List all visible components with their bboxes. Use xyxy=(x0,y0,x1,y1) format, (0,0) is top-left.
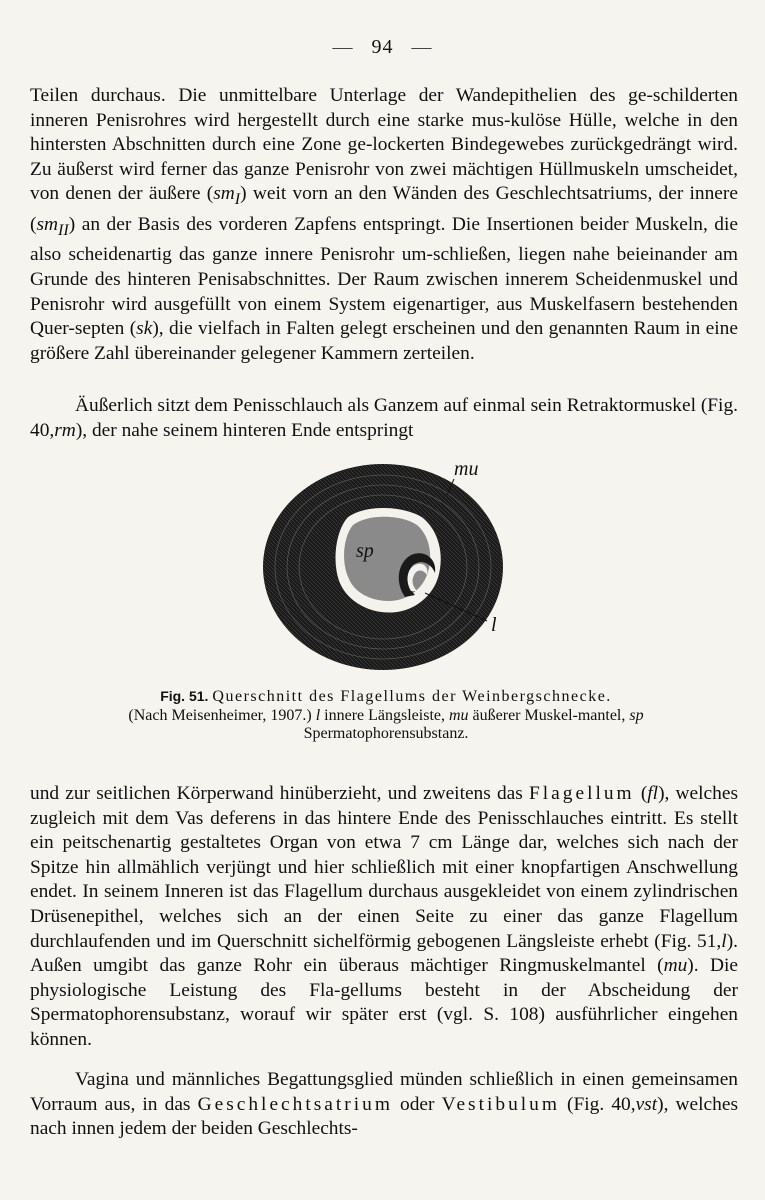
term-geschlechtsatrium: Geschlechtsatrium xyxy=(197,1093,393,1115)
figure-label-sp: sp xyxy=(356,540,374,562)
label-l: l xyxy=(721,930,727,952)
paragraph-4 xyxy=(30,1068,738,1142)
text-run: ), die vielfach in Falten gelegt erscheinen und den genannten Raum in eine größere Zahl übereinander gelegener Kammern zerteilen. xyxy=(30,318,738,364)
text-run: ( xyxy=(634,783,648,804)
term-flagellum: Flagellum xyxy=(529,783,635,804)
paragraph-2 xyxy=(30,394,738,443)
text-run: Vagina und männliches Begattungsglied münden schließlich in einen gemeinsamen Vorraum aus, in das xyxy=(30,1069,738,1115)
label-fl: fl xyxy=(647,783,659,804)
text-run: Teilen durchaus. Die unmittelbare Unterlage der Wandepithelien des ge-schilderten inneren Penisrohres wird hergestellt durch eine starke mus-kulöse Hülle, welche in den hintersten Abschnitten durch eine Zone ge-lockerten Bindegewebes zurückgedrängt wird. Zu äußerst wird ferner das ganze Penisrohr von zwei mächtigen Hüllmuskeln umscheidet, von denen der äußere ( xyxy=(30,85,738,205)
caption-text-l: innere Längsleiste, xyxy=(324,706,445,724)
caption-key-l: l xyxy=(315,706,321,724)
figure-label-mu: mu xyxy=(454,458,479,480)
caption-source: (Nach Meisenheimer, 1907.) xyxy=(128,706,312,724)
text-run: Äußerlich sitzt dem Penisschlauch als Ganzem auf einmal sein Retraktormuskel (Fig. 40, xyxy=(30,395,738,441)
caption-key-sp: sp xyxy=(629,706,644,724)
text-run: oder xyxy=(392,1093,442,1115)
caption-text-mu: äußerer Muskel-mantel, xyxy=(472,706,626,724)
figure-drawing xyxy=(255,455,515,685)
label-vst: vst xyxy=(635,1093,658,1115)
figure-flagellum-cross-section xyxy=(255,455,515,685)
figure-label-l: l xyxy=(491,614,497,636)
page-number-value: 94 xyxy=(371,36,394,58)
label-sk: sk xyxy=(136,318,153,340)
term-vestibulum: Vestibulum xyxy=(441,1093,560,1115)
text-run: ). Außen umgibt das ganze Rohr ein überaus mächtiger Ringmuskelmantel ( xyxy=(30,930,738,977)
text-run: ), welches zugleich mit dem Vas deferens in das hintere Ende des Penisschlauches eintritt. Es stellt ein peitschenartig gestaltetes Organ von etwa 7 cm Länge dar, welches sich nach der Spitze hin allmählich verjüngt und hier schließlich mit einer knopfartigen Anschwellung endet. In seinem Inneren ist das Flagellum durchaus ausgekleidet von einem zylindrischen Drüsenepithel, welches sich an der einen Seite zu einer das ganze Flagellum durchlaufenden und im Querschnitt sichelförmig gebogenen Längsleiste erhebt (Fig. 51, xyxy=(30,783,738,952)
text-run: (Fig. 40, xyxy=(559,1093,636,1115)
text-run: ), der nahe seinem hinteren Ende entspringt xyxy=(75,419,414,441)
text-run: ) weit vorn an den Wänden des Geschlechtsatriums, der innere ( xyxy=(30,183,738,235)
page-number-dash-left: — xyxy=(332,36,354,58)
caption-text-sp: Spermatophorensubstanz. xyxy=(303,725,469,742)
figure-caption xyxy=(76,687,696,744)
label-rm: rm xyxy=(54,419,76,441)
caption-key-mu: mu xyxy=(448,706,469,724)
text-run: ) an der Basis des vorderen Zapfens entspringt. Die Insertionen beider Muskeln, die also scheidenartig das ganze innere Penisrohr um-schließen, liegen nahe beieinander am Grunde des hinteren Penisabschnittes. Der Raum zwischen innerem Scheidenmuskel und Penisrohr wird ausgefüllt von einem System eigenartiger, aus Muskelfasern bestehenden Quer-septen ( xyxy=(30,213,738,340)
text-run: ), welches nach innen jedem der beiden Geschlechts- xyxy=(30,1093,738,1140)
label-sm2: $sm_{II}$ xyxy=(36,213,69,239)
paragraph-1 xyxy=(30,84,738,366)
paragraph-3 xyxy=(30,782,738,1053)
page-number xyxy=(0,36,765,59)
label-sm1: $sm_I$ xyxy=(213,183,241,209)
caption-title: Querschnitt des Flagellums der Weinbergschnecke. xyxy=(212,688,612,705)
figure-number: Fig. 51. xyxy=(160,688,209,704)
text-run: und zur seitlichen Körperwand hinüberzieht, und zweitens das xyxy=(30,783,529,804)
text-run: ). Die physiologische Leistung des Fla-gellums besteht in der Abscheidung der Spermatophorensubstanz, worauf wir später erst (vgl. S. 108) ausführlicher eingehen können. xyxy=(30,955,738,1050)
label-mu: mu xyxy=(663,955,688,977)
page-number-dash-right: — xyxy=(411,36,433,58)
